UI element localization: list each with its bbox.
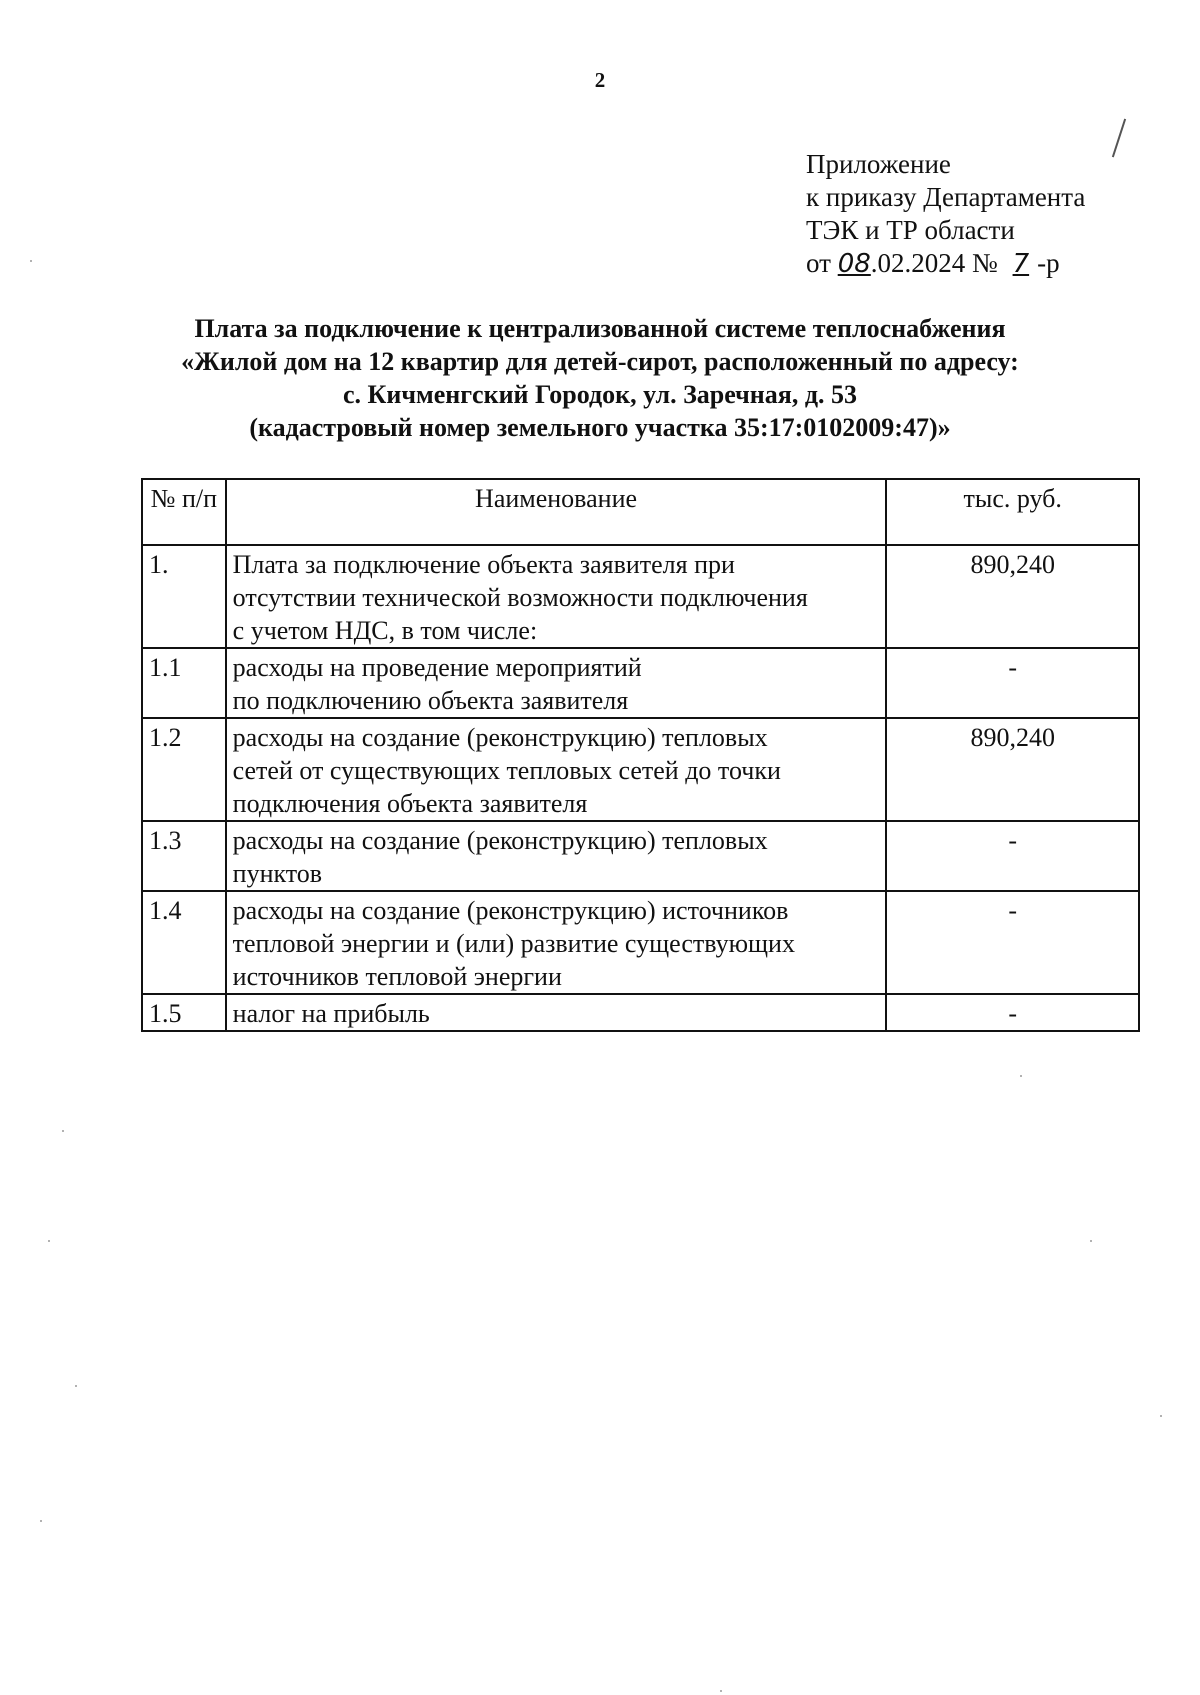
order-suffix: -р <box>1037 248 1060 278</box>
scan-speck <box>1020 1075 1022 1077</box>
title-line-2: «Жилой дом на 12 квартир для детей-сирот, расположенный по адресу: <box>181 347 1019 376</box>
row-num: 1.3 <box>142 821 226 891</box>
table-header-row <box>142 479 1139 545</box>
row-value: - <box>886 994 1139 1031</box>
page-number: 2 <box>594 68 606 92</box>
title-line-1: Плата за подключение к централизованной системе теплоснабжения <box>194 314 1006 343</box>
scan-speck <box>48 1240 50 1242</box>
document-title <box>0 312 1200 444</box>
row-value: 890,240 <box>886 545 1139 648</box>
row-name: Плата за подключение объекта заявителя при отсутствии технической возможности подключения с учетом НДС, в том числе: <box>226 545 887 648</box>
fee-table <box>141 478 1140 1032</box>
title-line-3: с. Кичменгский Городок, ул. Заречная, д. 53 <box>342 380 858 409</box>
order-number-handwritten: 7 <box>1012 249 1030 279</box>
appendix-date-line <box>806 247 1085 281</box>
row-name: расходы на создание (реконструкцию) тепловых сетей от существующих тепловых сетей до точки подключения объекта заявителя <box>226 718 887 821</box>
row-name: расходы на проведение мероприятий по подключению объекта заявителя <box>226 648 887 718</box>
title-line-4: (кадастровый номер земельного участка 35:17:0102009:47)» <box>249 413 951 442</box>
table-row <box>142 648 1139 718</box>
row-value: 890,240 <box>886 718 1139 821</box>
scan-speck <box>62 1130 64 1132</box>
row-value: - <box>886 648 1139 718</box>
appendix-block <box>806 148 1085 281</box>
row-value: - <box>886 821 1139 891</box>
table-row <box>142 821 1139 891</box>
scan-speck <box>75 1385 77 1387</box>
date-prefix: от <box>806 248 831 278</box>
scan-speck <box>40 1520 42 1522</box>
pen-stroke-mark <box>1112 119 1126 158</box>
table-row <box>142 718 1139 821</box>
date-rest: .02.2024 № <box>870 248 998 278</box>
table-row <box>142 994 1139 1031</box>
scan-speck <box>1090 1240 1092 1242</box>
date-day-handwritten: 08 <box>837 249 871 279</box>
row-name: налог на прибыль <box>226 994 887 1031</box>
appendix-line-2: к приказу Департамента <box>806 182 1086 212</box>
row-name: расходы на создание (реконструкцию) источников тепловой энергии и (или) развитие существующих источников тепловой энергии <box>226 891 887 994</box>
row-num: 1.2 <box>142 718 226 821</box>
row-name: расходы на создание (реконструкцию) тепловых пунктов <box>226 821 887 891</box>
table-row <box>142 545 1139 648</box>
header-value: тыс. руб. <box>886 479 1139 545</box>
scan-speck <box>30 260 32 262</box>
row-num: 1. <box>142 545 226 648</box>
row-value: - <box>886 891 1139 994</box>
header-num: № п/п <box>142 479 226 545</box>
row-num: 1.4 <box>142 891 226 994</box>
row-num: 1.5 <box>142 994 226 1031</box>
scan-speck <box>1160 1415 1162 1417</box>
row-num: 1.1 <box>142 648 226 718</box>
header-name: Наименование <box>226 479 887 545</box>
appendix-line-3: ТЭК и ТР области <box>806 215 1015 245</box>
appendix-line-1: Приложение <box>806 149 951 179</box>
scan-speck <box>720 1690 722 1692</box>
table-row <box>142 891 1139 994</box>
